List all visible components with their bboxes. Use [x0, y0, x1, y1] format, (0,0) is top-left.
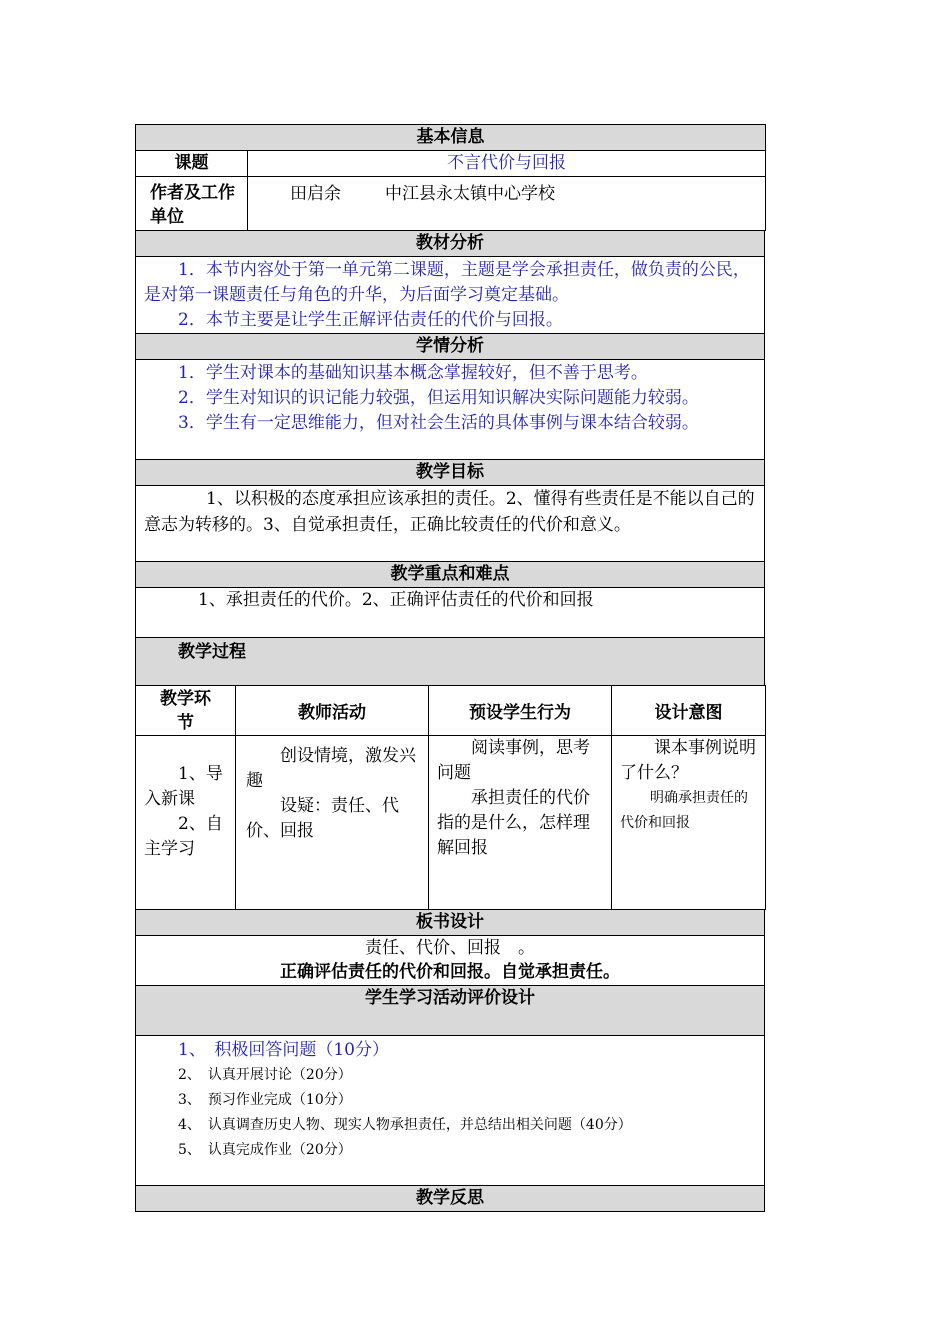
objectives-header: 教学目标 [136, 460, 765, 486]
key-points-text: 1、承担责任的代价。2、正确评估责任的代价和回报 [198, 590, 594, 610]
evaluation-item-5: 5、 认真完成作业（20分） [178, 1142, 352, 1158]
stage-cell [136, 736, 236, 910]
teacher-activity-2: 设疑：责任、代价、回报 [246, 796, 399, 841]
stage-1: 1、导入新课 [144, 764, 223, 809]
basic-info-table [135, 124, 766, 231]
board-body [136, 936, 765, 986]
student-cell [429, 736, 612, 910]
student-analysis-line-2: 2．学生对知识的识记能力较强，但运用知识解决实际问题能力较弱。 [178, 388, 699, 408]
evaluation-item-3: 3、 预习作业完成（10分） [178, 1092, 352, 1108]
textbook-analysis-header: 教材分析 [136, 231, 765, 257]
board-header: 板书设计 [136, 910, 765, 936]
topic-value: 不言代价与回报 [248, 151, 766, 177]
evaluation-body [136, 1036, 765, 1186]
board-line-2: 正确评估责任的代价和回报。自觉承担责任。 [280, 962, 620, 982]
board-line-1: 责任、代价、回报 。 [365, 938, 535, 958]
col-header-stage: 教学环节 [136, 686, 236, 736]
author-school: 中江县永太镇中心学校 [385, 184, 555, 204]
topic-label: 课题 [136, 151, 248, 177]
objectives-text: 1、以积极的态度承担应该承担的责任。2、懂得有些责任是不能以自己的意志为转移的。3、自觉承担责任，正确比较责任的代价和意义。 [144, 489, 755, 535]
process-table [135, 685, 766, 910]
author-info [248, 177, 766, 231]
author-name: 田启余 [290, 184, 341, 204]
student-analysis-header: 学情分析 [136, 334, 765, 360]
process-header: 教学过程 [136, 638, 765, 686]
col-header-intent: 设计意图 [612, 686, 766, 736]
basic-info-header: 基本信息 [136, 125, 766, 151]
textbook-analysis-line-1: 1．本节内容处于第一单元第二课题，主题是学会承担责任，做负责的公民，是对第一课题责任与角色的升华，为后面学习奠定基础。 [144, 260, 750, 305]
objectives-body [136, 486, 765, 562]
author-label: 作者及工作单位 [136, 177, 248, 231]
evaluation-item-2: 2、 认真开展讨论（20分） [178, 1067, 352, 1083]
evaluation-item-4: 4、 认真调查历史人物、现实人物承担责任，并总结出相关问题（40分） [178, 1117, 632, 1133]
stage-2: 2、自主学习 [144, 814, 223, 859]
col-header-student: 预设学生行为 [429, 686, 612, 736]
design-intent-1: 课本事例说明了什么？ [620, 738, 756, 783]
evaluation-header: 学生学习活动评价设计 [136, 986, 765, 1036]
teacher-activity-1: 创设情境，激发兴趣 [246, 746, 416, 791]
col-header-teacher: 教师活动 [236, 686, 429, 736]
teacher-cell [236, 736, 429, 910]
analysis-table [135, 230, 765, 686]
lesson-plan-document [135, 124, 765, 1212]
student-behavior-2: 承担责任的代价指的是什么，怎样理解回报 [437, 788, 590, 858]
textbook-analysis-line-2: 2．本节主要是让学生正解评估责任的代价与回报。 [178, 310, 563, 330]
student-behavior-1: 阅读事例，思考问题 [437, 738, 590, 783]
textbook-analysis-body [136, 257, 765, 334]
student-analysis-line-1: 1．学生对课本的基础知识基本概念掌握较好，但不善于思考。 [178, 363, 648, 383]
intent-cell [612, 736, 766, 910]
design-intent-2: 明确承担责任的代价和回报 [620, 790, 748, 831]
student-analysis-line-3: 3．学生有一定思维能力，但对社会生活的具体事例与课本结合较弱。 [178, 413, 699, 433]
key-points-header: 教学重点和难点 [136, 562, 765, 588]
closing-table [135, 909, 765, 1212]
student-analysis-body [136, 360, 765, 460]
reflection-header: 教学反思 [136, 1186, 765, 1212]
key-points-body [136, 588, 765, 638]
evaluation-item-1: 1、 积极回答问题（10分） [178, 1040, 389, 1060]
